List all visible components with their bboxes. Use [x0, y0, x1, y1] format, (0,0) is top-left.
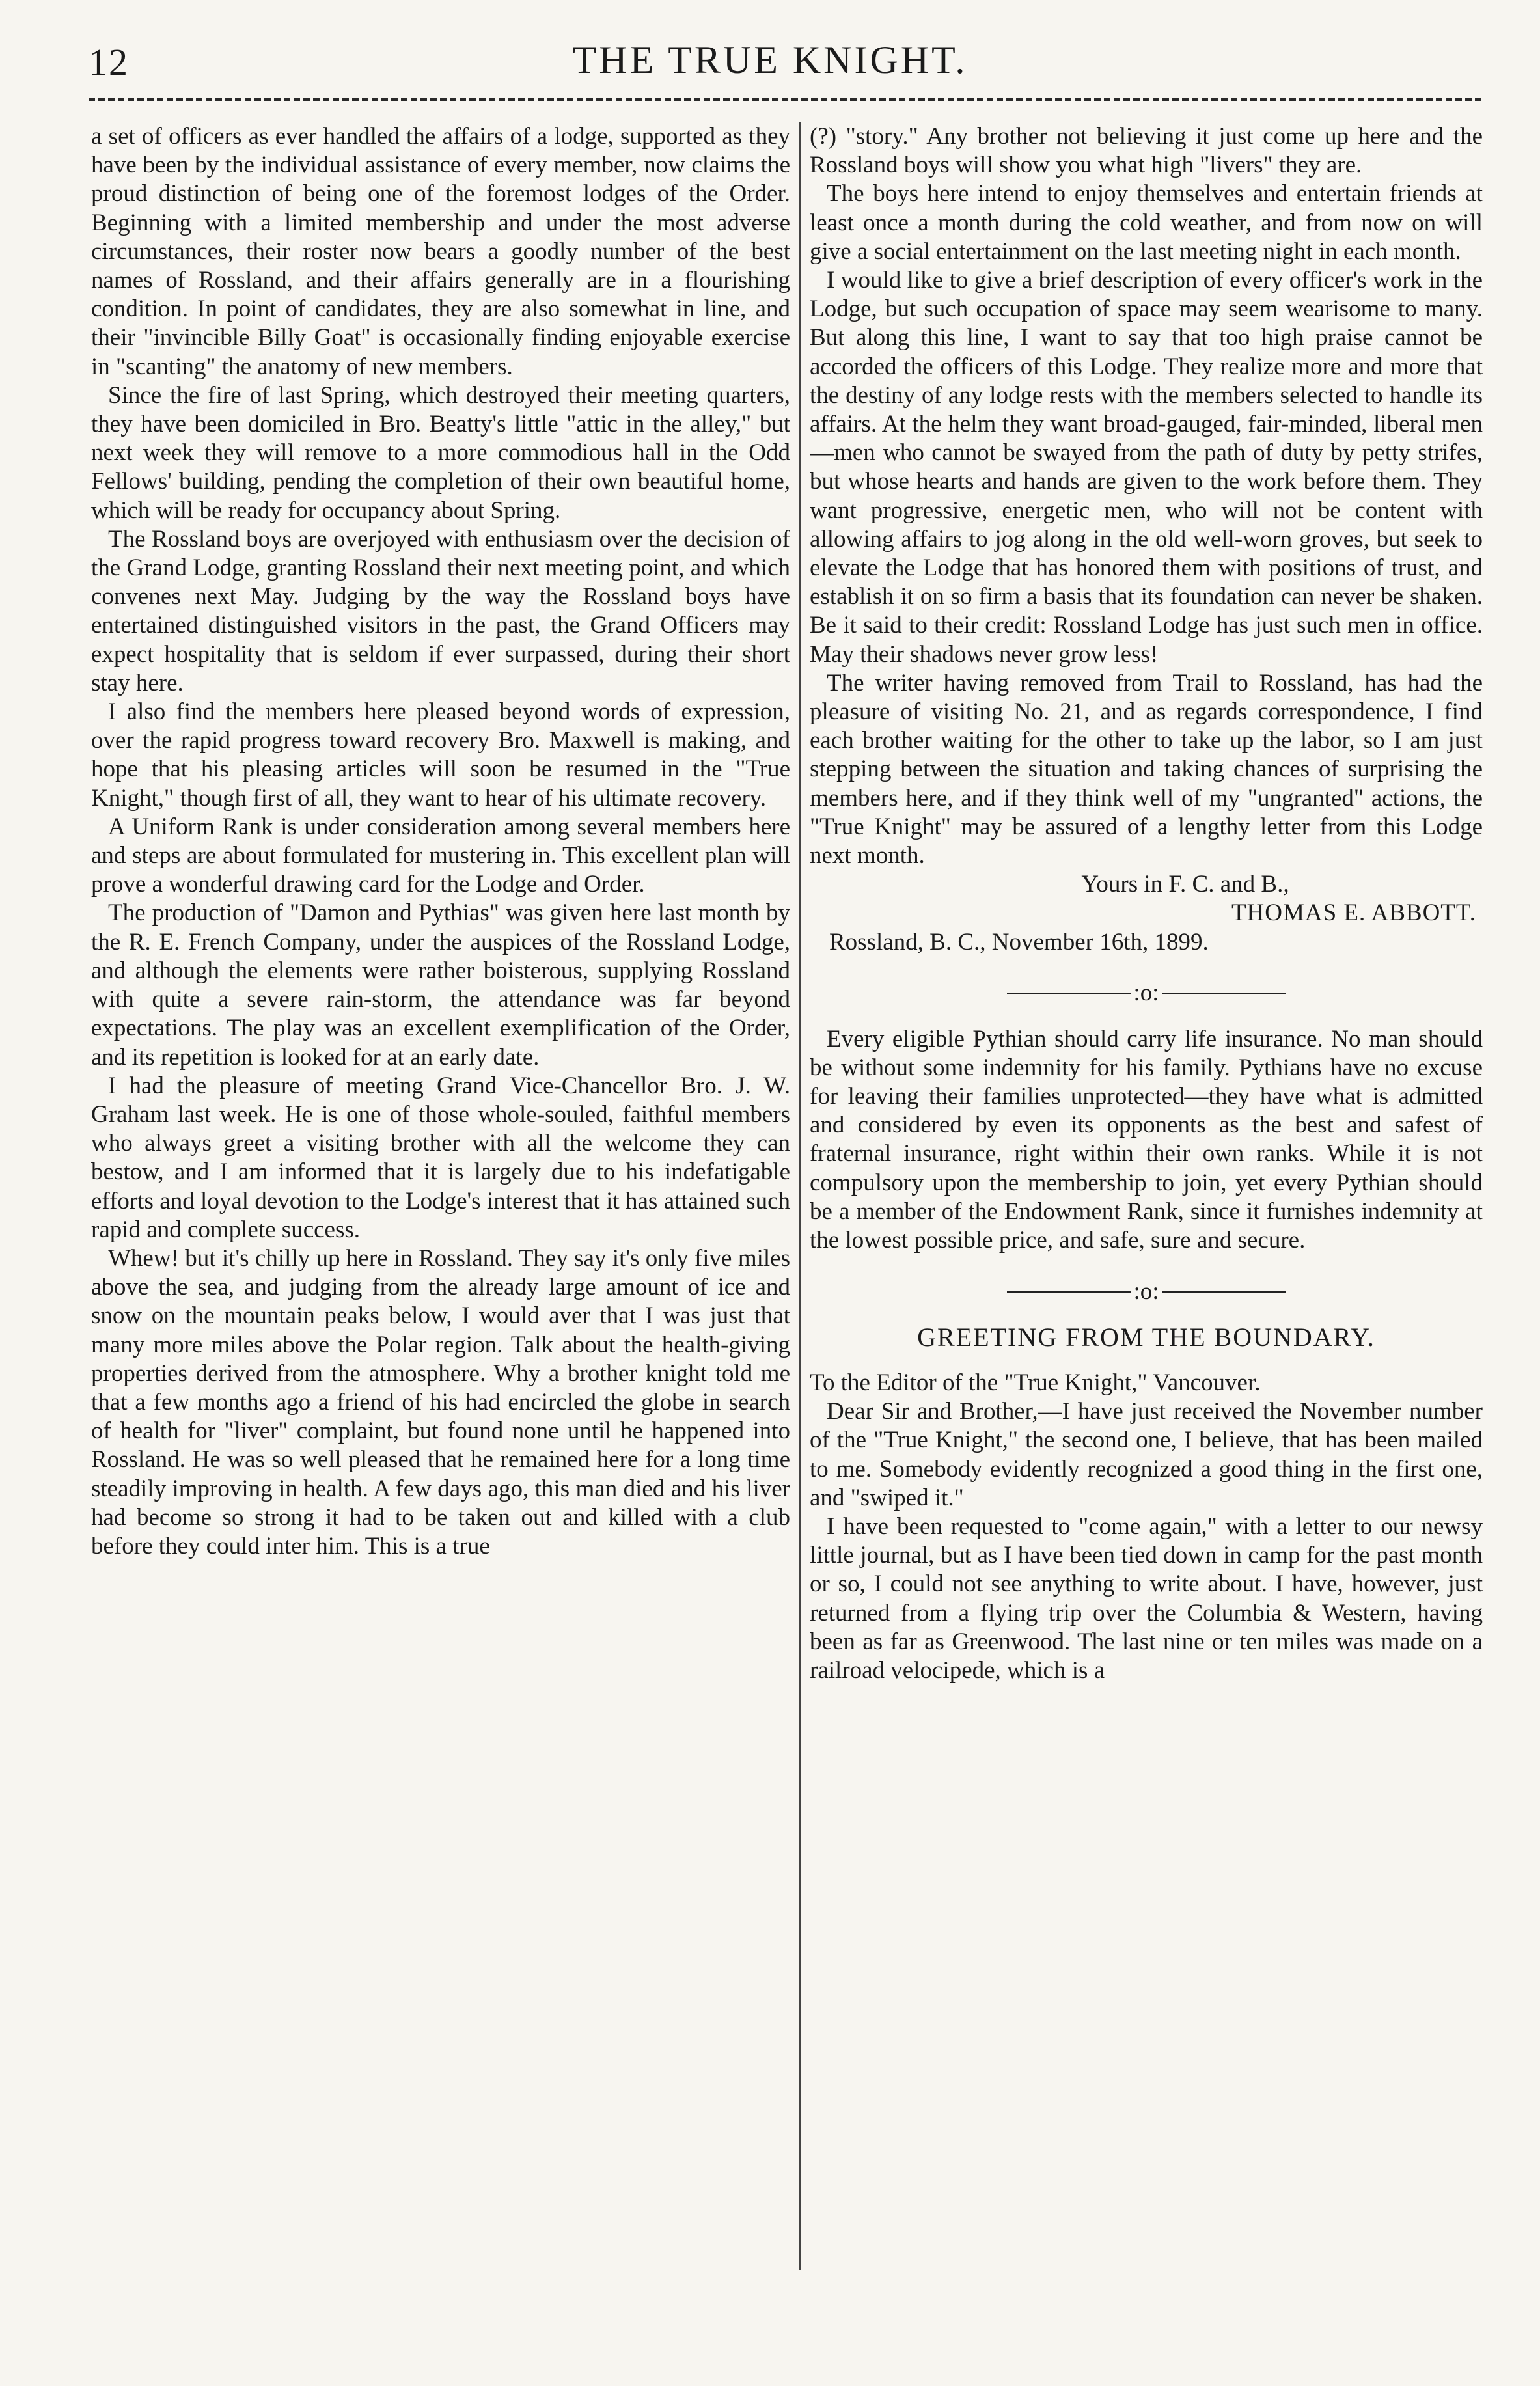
left-column	[91, 122, 790, 2361]
article-paragraph: I had the pleasure of meeting Grand Vice-Chancellor Bro. J. W. Graham last week. He is one of those whole-souled, faithful members who always greet a visiting brother with all the welcome they can bestow, and I am informed that it is largely due to his indefatigable efforts and loyal devotion to the Lodge's interest that it has attained such rapid and complete success.	[91, 1072, 790, 1243]
article-paragraph: Whew! but it's chilly up here in Rossland. They say it's only five miles above the sea, and judging from the already large amount of ice and snow on the mountain peaks below, I would aver that I was just that many more miles above the Polar region. Talk about the health-giving properties derived from the atmosphere. Why a brother knight told me that a few months ago a friend of his had encircled the globe in search of health for "liver" complaint, but found none until he happened into Rossland. He was so well pleased that he remained here for a long time steadily improving in health. A few days ago, this man died and his liver had become so strong it had to be taken out and killed with a club before they could inter him. This is a true	[91, 1244, 790, 1559]
section-heading: GREETING FROM THE BOUNDARY.	[917, 1322, 1375, 1352]
salutation-line: To the Editor of the "True Knight," Vancouver.	[810, 1369, 1261, 1396]
section-divider	[810, 1276, 1483, 1306]
insurance-paragraph: Every eligible Pythian should carry life insurance. No man should be without some indemnity for his family. Pythians have no excuse for leaving their families unprotected—they have what is admitted and considered by even its opponents as the best and safest of fraternal insurance, right within their own ranks. While it is not compulsory upon the membership to join, yet every Pythian should be a member of the Endowment Rank, since it furnishes indemnity at the lowest possible price, and safe, sure and secure.	[810, 1025, 1483, 1254]
page-header	[0, 0, 1540, 98]
signature-name: THOMAS E. ABBOTT.	[1231, 899, 1476, 927]
article-paragraph: Dear Sir and Brother,—I have just received the November number of the "True Knight," the second one, I believe, that has been mailed to me. Somebody evidently recognized a good thing in the first one, and "swiped it."	[810, 1398, 1483, 1511]
right-column	[810, 122, 1483, 2361]
signature-place-date: Rossland, B. C., November 16th, 1899.	[829, 928, 1209, 955]
article-paragraph: The Rossland boys are overjoyed with enthusiasm over the decision of the Grand Lodge, granting Rossland their next meeting point, and which convenes next May. Judging by the way the Rossland boys have entertained distinguished visitors in the past, the Grand Officers may expect hospitality that is seldom if ever surpassed, during their short stay here.	[91, 525, 790, 696]
article-paragraph: The boys here intend to enjoy themselves and entertain friends at least once a month during the cold weather, and from now on will give a social entertainment on the last meeting night in each month.	[810, 180, 1483, 265]
signature-closing: Yours in F. C. and B.,	[1081, 871, 1289, 898]
masthead-title: THE TRUE KNIGHT.	[572, 38, 968, 81]
article-paragraph: I have been requested to "come again," with a letter to our newsy little journal, but as I have been tied down in camp for the past month or so, I could not see anything to write about. I have, however, just returned from a flying trip over the Columbia & Western, having been as far as Greenwood. The last nine or ten miles was made on a railroad velocipede, which is a	[810, 1513, 1483, 1684]
article-paragraph: a set of officers as ever handled the affairs of a lodge, supported as they have been by the individual assistance of every member, now claims the proud distinction of being one of the foremost lodges of the Order. Beginning with a limited membership and under the most adverse circumstances, their roster now bears a goodly number of the best names of Rossland, and their affairs generally are in a flourishing condition. In point of candidates, they are also somewhat in line, and their "invincible Billy Goat" is occasionally finding enjoyable exercise in "scanting" the anatomy of new members.	[91, 123, 790, 380]
article-paragraph: I also find the members here pleased beyond words of expression, over the rapid progress toward recovery Bro. Maxwell is making, and hope that his pleasing articles will soon be resumed in the "True Knight," though first of all, they want to hear of his ultimate recovery.	[91, 698, 790, 812]
divider-mark: :o:	[1133, 980, 1159, 1007]
header-rule	[89, 98, 1481, 101]
article-paragraph: A Uniform Rank is under consideration among several members here and steps are about formulated for mustering in. This excellent plan will prove a wonderful drawing card for the Lodge and Order.	[91, 813, 790, 898]
article-paragraph: I would like to give a brief description of every officer's work in the Lodge, but such occupation of space may seem wearisome to many. But along this line, I want to say that too high praise cannot be accorded the officers of this Lodge. They realize more and more that the destiny of any lodge rests with the members selected to handle its affairs. At the helm they want broad-gauged, fair-minded, liberal men—men who cannot be swayed from the path of duty by petty strifes, but whose hearts and hands are given to the work before them. They want progressive, energetic men, who will not be content with allowing affairs to jog along in the old well-worn groves, but seek to elevate the Lodge that has honored them with positions of trust, and establish it on so firm a basis that its foundation can never be shaken. Be it said to their credit: Rossland Lodge has just such men in office. May their shadows never grow less!	[810, 267, 1483, 668]
divider-mark: :o:	[1133, 1278, 1159, 1305]
article-paragraph: (?) "story." Any brother not believing it just come up here and the Rossland boys will show you what high "livers" they are.	[810, 123, 1483, 179]
article-paragraph: The writer having removed from Trail to Rossland, has had the pleasure of visiting No. 21, and as regards correspondence, I find each brother waiting for the other to take up the labor, so I am just stepping between the situation and taking chances of surprising the members here, and if they think well of my "ungranted" actions, the "True Knight" may be assured of a lengthy letter from this Lodge next month.	[810, 669, 1483, 870]
column-divider	[799, 122, 801, 2270]
article-paragraph: Since the fire of last Spring, which destroyed their meeting quarters, they have been domiciled in Bro. Beatty's little "attic in the alley," but next week they will remove to a more commodious hall in the Odd Fellows' building, pending the completion of their own beautiful home, which will be ready for occupancy about Spring.	[91, 381, 790, 524]
article-paragraph: The production of "Damon and Pythias" was given here last month by the R. E. French Company, under the auspices of the Rossland Lodge, and although the elements were rather boisterous, supplying Rossland with quite a severe rain-storm, the attendance was far beyond expectations. The play was an excellent exemplification of the Order, and its repetition is looked for at an early date.	[91, 899, 790, 1071]
page-number: 12	[89, 41, 129, 83]
section-divider	[810, 978, 1483, 1008]
